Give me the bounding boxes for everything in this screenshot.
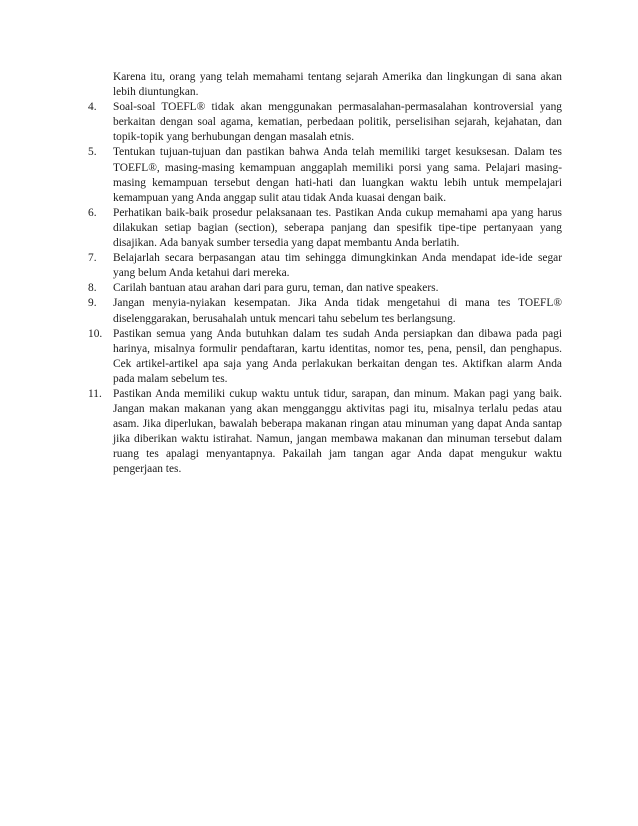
list-item-text: Tentukan tujuan-tujuan dan pastikan bahwa Anda telah memiliki target kesuksesan. Dalam tes TOEFL®, masing-masing kemampuan anggaplah memiliki porsi yang sama. Pelajari masing-masing kemampuan tersebut dengan hati-hati dan luangkan waktu lebih untuk mempelajari kemampuan yang Anda anggap sulit atau tidak Anda kuasai dengan baik. xyxy=(113,146,562,204)
list-item-number: 7. xyxy=(88,252,97,265)
list-item-text: Belajarlah secara berpasangan atau tim sehingga dimungkinkan Anda mendapat ide-ide segar yang belum Anda ketahui dari mereka. xyxy=(113,252,562,280)
document-body xyxy=(88,70,562,478)
list-item-text: Carilah bantuan atau arahan dari para guru, teman, dan native speakers. xyxy=(113,282,439,295)
list-item xyxy=(88,281,562,296)
list-item xyxy=(88,145,562,205)
list-item xyxy=(88,296,562,326)
list-item xyxy=(88,251,562,281)
list-item-number: 4. xyxy=(88,101,97,114)
list-item-number: 11. xyxy=(88,387,102,400)
list-item xyxy=(88,100,562,145)
list-item-text: Perhatikan baik-baik prosedur pelaksanaan tes. Pastikan Anda cukup memahami apa yang harus dilakukan setiap bagian (section), seberapa panjang dan spesifik tipe-tipe pertanyaan yang disajikan. Ada banyak sumber tersedia yang dapat membantu Anda berlatih. xyxy=(113,206,562,250)
numbered-list xyxy=(88,100,562,477)
list-item-number: 5. xyxy=(88,146,97,159)
list-item-number: 9. xyxy=(88,297,97,310)
list-item-number: 10. xyxy=(88,327,103,340)
list-item-text: Jangan menyia-nyiakan kesempatan. Jika Anda tidak mengetahui di mana tes TOEFL® diselenggarakan, berusahalah untuk mencari tahu sebelum tes berlangsung. xyxy=(113,297,562,325)
list-item xyxy=(88,327,562,387)
list-item-text: Soal-soal TOEFL® tidak akan menggunakan permasalahan-permasalahan kontroversial yang berkaitan dengan soal agama, kematian, perbedaan politik, perselisihan sejarah, kejahatan, dan topik-topik yang berhubungan dengan masalah etnis. xyxy=(113,101,562,144)
list-item-text: Pastikan Anda memiliki cukup waktu untuk tidur, sarapan, dan minum. Makan pagi yang baik. Jangan makan makanan yang akan mengganggu aktivitas pagi itu, misalnya terlalu pedas atau asam. Jika diperlukan, bawalah beberapa makanan ringan atau minuman yang dapat Anda santap jika diberikan waktu istirahat. Namun, jangan membawa makanan dan minuman tersebut dalam ruang tes apalagi menyantapnya. Pakailah jam tangan agar Anda dapat mengukur waktu pengerjaan tes. xyxy=(113,387,562,476)
list-item-text: Pastikan semua yang Anda butuhkan dalam tes sudah Anda persiapkan dan dibawa pada pagi harinya, misalnya formulir pendaftaran, kartu identitas, nomor tes, pena, pensil, dan penghapus. Cek artikel-artikel apa saja yang Anda perlakukan berkaitan dengan tes. Aktifkan alarm Anda pada malam sebelum tes. xyxy=(113,327,562,385)
list-item xyxy=(88,206,562,251)
list-item xyxy=(88,387,562,478)
continuation-paragraph: Karena itu, orang yang telah memahami tentang sejarah Amerika dan lingkungan di sana akan lebih diuntungkan. xyxy=(113,71,562,99)
list-item-number: 8. xyxy=(88,282,97,295)
list-item-number: 6. xyxy=(88,206,97,219)
